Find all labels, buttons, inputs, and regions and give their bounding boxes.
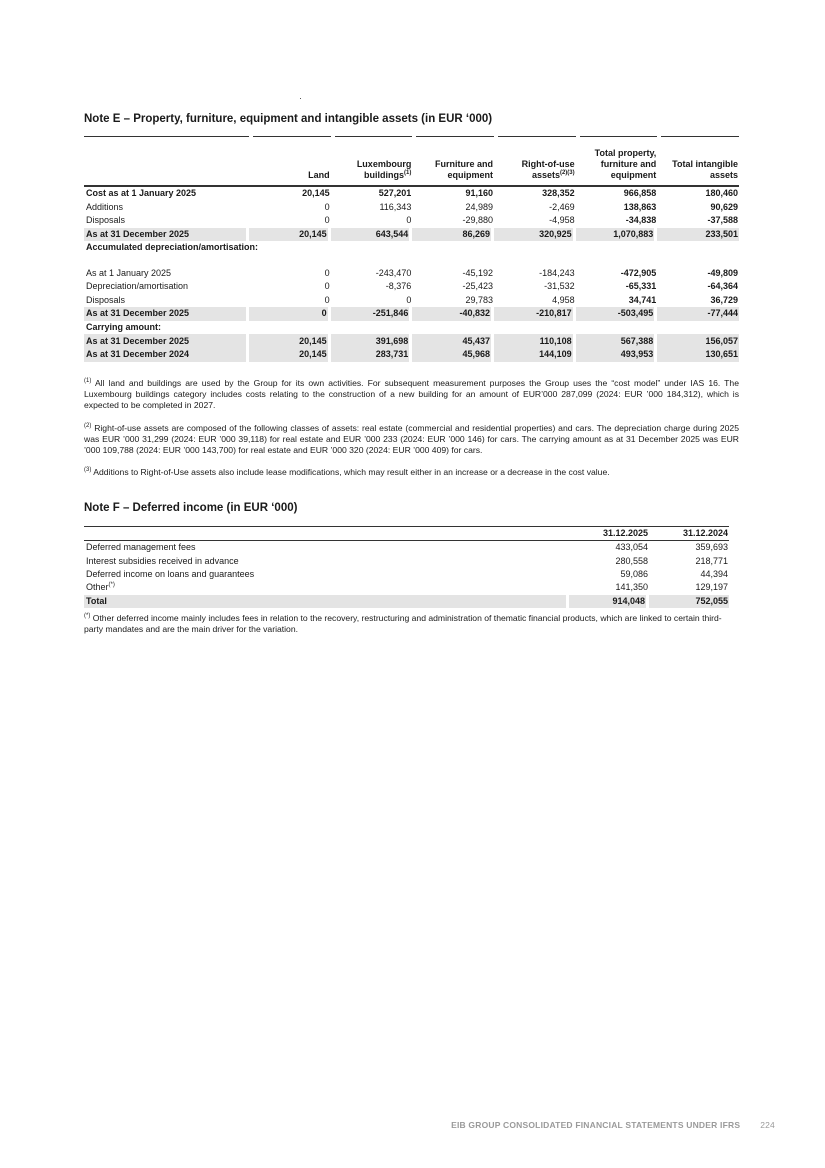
cell-value: -40,832 — [412, 307, 494, 321]
cell-value: 359,693 — [695, 542, 728, 553]
cell-value: 966,858 — [576, 186, 658, 201]
cell-value: -4,958 — [549, 215, 575, 226]
cell-value: 156,057 — [657, 334, 739, 348]
note-f-table — [84, 526, 729, 608]
cell-value: 4,958 — [552, 294, 575, 305]
row-label: Deferred income on loans and guarantees — [86, 568, 255, 579]
footnote-other: (*) Other deferred income mainly includes fees in relation to the recovery, restructuring and administration of thematic financial products, which are linked to certain third-party mandates and are the main driver for the variation. — [84, 613, 722, 635]
cell-value: 391,698 — [331, 334, 413, 348]
table-header-row — [84, 136, 739, 186]
table-row — [84, 595, 729, 608]
cell-value: 116,343 — [379, 201, 412, 212]
cell-value: 643,544 — [331, 228, 413, 242]
header-right-of-use: Right-of-use assets$^{(2)(3)}$ — [494, 136, 576, 186]
stray-dot — [300, 98, 301, 99]
header-furniture-equipment: Furniture and equipment — [412, 136, 494, 186]
note-f-title: Note F – Deferred income (in EUR ‘000) — [84, 502, 298, 514]
cell-value: 527,201 — [331, 186, 413, 201]
cell-value: -29,880 — [462, 215, 493, 226]
cell-value: 1,070,883 — [576, 228, 658, 242]
table-row — [84, 581, 729, 594]
cell-value: 752,055 — [649, 595, 729, 608]
note-e-title: Note E – Property, furniture, equipment and intangible assets (in EUR ‘000) — [84, 113, 493, 125]
row-label: Disposals — [86, 215, 126, 226]
cell-value: 129,197 — [695, 582, 728, 593]
table-row — [84, 541, 729, 554]
table-row — [84, 554, 729, 567]
cell-value: 45,437 — [412, 334, 494, 348]
table-row — [84, 294, 739, 308]
footer-text: EIB GROUP CONSOLIDATED FINANCIAL STATEMENTS UNDER IFRS — [451, 1120, 741, 1130]
row-label: Total — [84, 595, 569, 608]
cell-value: 59,086 — [620, 568, 648, 579]
cell-value: 914,048 — [569, 595, 649, 608]
cell-value: 233,501 — [657, 228, 739, 242]
row-label: As at 31 December 2025 — [84, 307, 249, 321]
header-luxembourg-buildings: Luxembourg buildings$^{(1)}$ — [331, 136, 413, 186]
cell-value: 218,771 — [695, 555, 728, 566]
cell-value: 110,108 — [494, 334, 576, 348]
cell-value: 44,394 — [700, 568, 728, 579]
cell-value: 0 — [406, 215, 412, 226]
row-label: Depreciation/amortisation — [86, 281, 189, 292]
cell-value: 29,783 — [465, 294, 493, 305]
row-label: As at 31 December 2025 — [84, 228, 249, 242]
cell-value: 20,145 — [249, 186, 331, 201]
header-land: Land — [249, 136, 331, 186]
header-empty — [84, 526, 569, 541]
table-row — [84, 201, 739, 215]
cell-value: -77,444 — [657, 307, 739, 321]
table-header-row — [84, 526, 729, 541]
cell-value: 280,558 — [615, 555, 648, 566]
table-row — [84, 321, 739, 335]
cell-value: 0 — [324, 281, 330, 292]
table-row — [84, 266, 739, 280]
cell-value: -210,817 — [494, 307, 576, 321]
row-label: Other(*) — [86, 582, 115, 593]
table-row — [84, 280, 739, 294]
table-row — [84, 307, 739, 321]
header-total-intangible: Total intangible assets — [657, 136, 739, 186]
table-row — [84, 334, 739, 348]
footnote-3: $^{(3)}$ Additions to Right-of-Use assets also include lease modifications, which may result either in an increase or a decrease in the cost value. — [84, 467, 610, 477]
cell-value: -472,905 — [620, 267, 657, 278]
cell-value: 91,160 — [412, 186, 494, 201]
cell-value: -503,495 — [576, 307, 658, 321]
row-label: Interest subsidies received in advance — [86, 555, 239, 566]
row-label: Cost as at 1 January 2025 — [84, 186, 249, 201]
cell-value: 0 — [324, 267, 330, 278]
table-row — [84, 348, 739, 362]
table-row — [84, 214, 739, 228]
header-total-property: Total property, furniture and equipment — [576, 136, 658, 186]
cell-value: 0 — [406, 294, 412, 305]
cell-value: 0 — [324, 201, 330, 212]
cell-value: 144,109 — [494, 348, 576, 362]
table-row — [84, 228, 739, 242]
cell-value: -45,192 — [462, 267, 493, 278]
cell-value: 283,731 — [331, 348, 413, 362]
cell-value: -251,846 — [331, 307, 413, 321]
cell-value: -25,423 — [462, 281, 493, 292]
cell-value: 493,953 — [576, 348, 658, 362]
table-row — [84, 241, 739, 266]
cell-value: 90,629 — [710, 201, 738, 212]
row-label: Deferred management fees — [86, 542, 196, 553]
cell-value: 320,925 — [494, 228, 576, 242]
cell-value: -37,588 — [707, 215, 738, 226]
cell-value: 20,145 — [249, 348, 331, 362]
cell-value: 141,350 — [615, 582, 648, 593]
cell-value: 567,388 — [576, 334, 658, 348]
table-row — [84, 186, 739, 201]
row-label: Additions — [86, 201, 124, 212]
cell-value: 20,145 — [249, 334, 331, 348]
cell-value: 328,352 — [494, 186, 576, 201]
cell-value: 138,863 — [623, 201, 657, 212]
cell-value: -2,469 — [549, 201, 575, 212]
cell-value: 130,651 — [657, 348, 739, 362]
cell-value: 0 — [249, 307, 331, 321]
cell-value: 24,989 — [465, 201, 493, 212]
cell-value: -34,838 — [625, 215, 657, 226]
cell-value: 0 — [324, 294, 330, 305]
cell-value: 20,145 — [249, 228, 331, 242]
page-footer — [451, 1120, 775, 1130]
cell-value: 0 — [324, 215, 330, 226]
cell-value: 45,968 — [412, 348, 494, 362]
header-2025: 31.12.2025 — [569, 526, 649, 541]
footnote-2: $^{(2)}$ Right-of-use assets are composed of the following classes of assets: real estate (commercial and residential properties) and cars. The depreciation charge during 2025 was EUR ’000 31,299 (2024: EUR ’000 39,118) for real estate and EUR ’000 233 (2024: EUR ’000 146) for cars. The carrying amount as at 31 December 2025 was EUR ’000 109,788 (2024: EUR ’000 143,700) for real estate and EUR ’000 320 (2024: EUR ’000 409) for cars. — [84, 423, 739, 456]
cell-value: -64,364 — [707, 281, 738, 292]
cell-value: -8,376 — [385, 281, 412, 292]
row-label: As at 1 January 2025 — [86, 267, 172, 278]
row-label: Accumulated depreciation/amortisation: — [86, 242, 259, 253]
cell-value: -65,331 — [625, 281, 657, 292]
cell-value: -184,243 — [539, 267, 575, 278]
cell-value: 36,729 — [710, 294, 738, 305]
cell-value: 433,054 — [615, 542, 648, 553]
row-label: As at 31 December 2025 — [84, 334, 249, 348]
cell-value: -49,809 — [707, 267, 738, 278]
header-empty — [84, 136, 249, 186]
footnote-1: $^{(1)}$ All land and buildings are used by the Group for its own activities. For subsequent measurement purposes the Group uses the “cost model” under IAS 16. The Luxembourg buildings category includes costs relating to the construction of a new building for an amount of EUR’000 287,099 (2024: EUR ’000 184,312), which is expected to be completed in 2027. — [84, 378, 739, 411]
cell-value: 34,741 — [628, 294, 657, 305]
note-e-table — [84, 136, 739, 362]
cell-value: -31,532 — [544, 281, 575, 292]
row-label: As at 31 December 2024 — [84, 348, 249, 362]
cell-value: -243,470 — [375, 267, 412, 278]
page-number: 224 — [760, 1120, 775, 1130]
table-row — [84, 568, 729, 581]
row-label: Disposals — [86, 294, 126, 305]
header-2024: 31.12.2024 — [649, 526, 729, 541]
cell-value: 86,269 — [412, 228, 494, 242]
row-label: Carrying amount: — [86, 322, 162, 333]
cell-value: 180,460 — [657, 186, 739, 201]
